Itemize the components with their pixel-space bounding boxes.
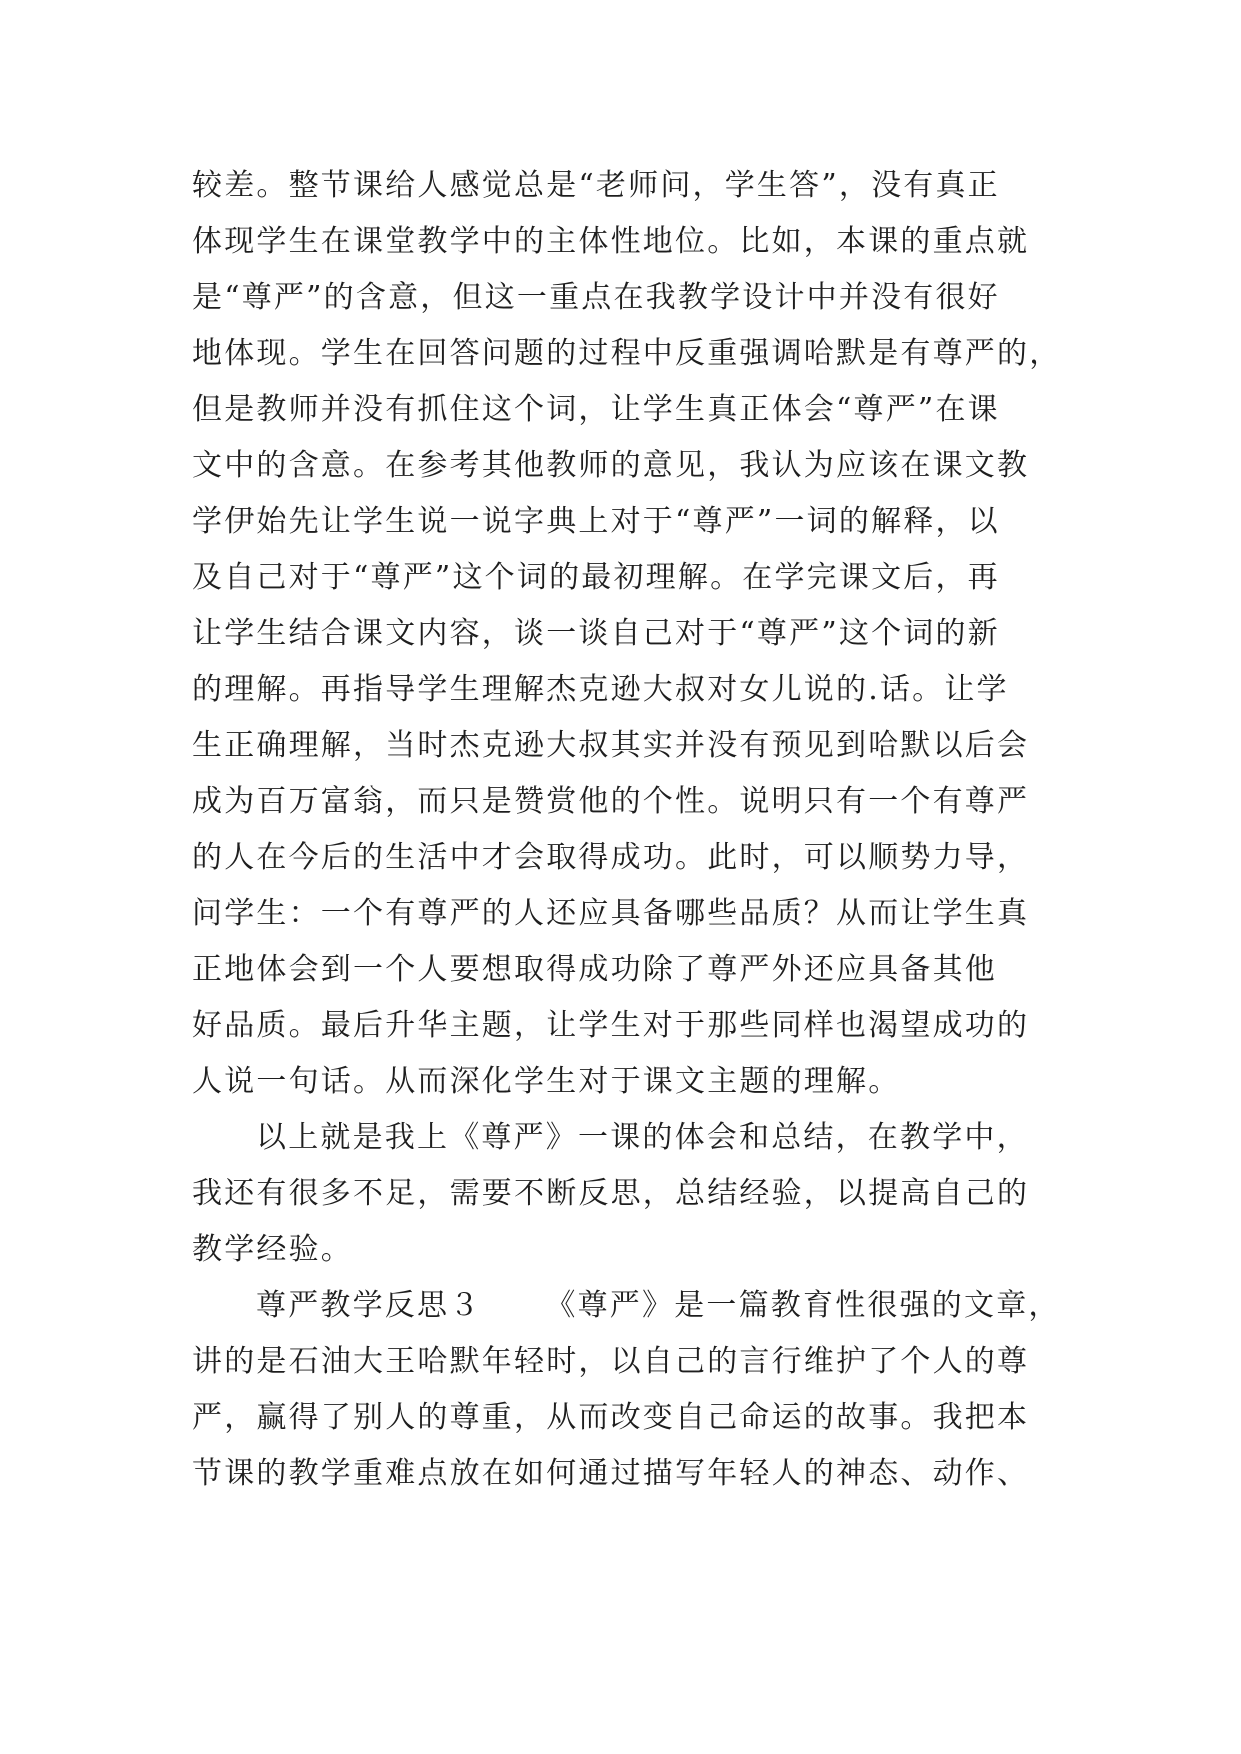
document-body — [192, 158, 1062, 1502]
paragraph-reflection-3 — [192, 1278, 1061, 1502]
text-line: 生正确理解，当时杰克逊大叔其实并没有预见到哈默以后会 — [192, 728, 1030, 763]
text-line: 及自己对于“尊严”这个词的最初理解。在学完课文后，再 — [192, 560, 1000, 595]
text-line: 正地体会到一个人要想取得成功除了尊严外还应具备其他 — [192, 952, 997, 987]
text-line: 严，赢得了别人的尊重，从而改变自己命运的故事。我把本 — [192, 1400, 1030, 1435]
text-line: 成为百万富翁，而只是赞赏他的个性。说明只有一个有尊严 — [192, 784, 1030, 819]
section-heading: 尊严教学反思３ — [256, 1288, 482, 1323]
text-line: 体现学生在课堂教学中的主体性地位。比如，本课的重点就 — [192, 224, 1030, 259]
text-line: 文中的含意。在参考其他教师的意见，我认为应该在课文教 — [192, 448, 1030, 483]
section-first-line — [192, 1278, 1061, 1334]
text-line: 人说一句话。从而深化学生对于课文主题的理解。 — [192, 1064, 901, 1099]
text-line: 节课的教学重难点放在如何通过描写年轻人的神态、动作、 — [192, 1456, 1030, 1491]
section-text: 《尊严》是一篇教育性很强的文章， — [545, 1288, 1061, 1323]
text-line: 地体现。学生在回答问题的过程中反重强调哈默是有尊严的， — [192, 336, 1062, 371]
text-line: 我还有很多不足，需要不断反思，总结经验，以提高自己的 — [192, 1176, 1030, 1211]
text-line: 较差。整节课给人感觉总是“老师问，学生答”，没有真正 — [192, 168, 1000, 203]
text-line: 是“尊严”的含意，但这一重点在我教学设计中并没有很好 — [192, 280, 1000, 315]
text-line: 的人在今后的生活中才会取得成功。此时，可以顺势力导， — [192, 840, 1030, 875]
text-line: 学伊始先让学生说一说字典上对于“尊严”一词的解释，以 — [192, 504, 1000, 539]
text-line: 让学生结合课文内容，谈一谈自己对于“尊严”这个词的新 — [192, 616, 1000, 651]
text-line: 以上就是我上《尊严》一课的体会和总结，在教学中， — [256, 1120, 1029, 1155]
paragraph-summary — [192, 1110, 1052, 1278]
text-line: 问学生：一个有尊严的人还应具备哪些品质？从而让学生真 — [192, 896, 1030, 931]
text-line: 讲的是石油大王哈默年轻时，以自己的言行维护了个人的尊 — [192, 1344, 1030, 1379]
text-line: 但是教师并没有抓住这个词，让学生真正体会“尊严”在课 — [192, 392, 1000, 427]
text-line: 的理解。再指导学生理解杰克逊大叔对女儿说的.话。让学 — [192, 672, 1009, 707]
text-line: 教学经验。 — [192, 1232, 353, 1267]
paragraph-reflection-1 — [192, 158, 1062, 1110]
text-line: 好品质。最后升华主题，让学生对于那些同样也渴望成功的 — [192, 1008, 1030, 1043]
